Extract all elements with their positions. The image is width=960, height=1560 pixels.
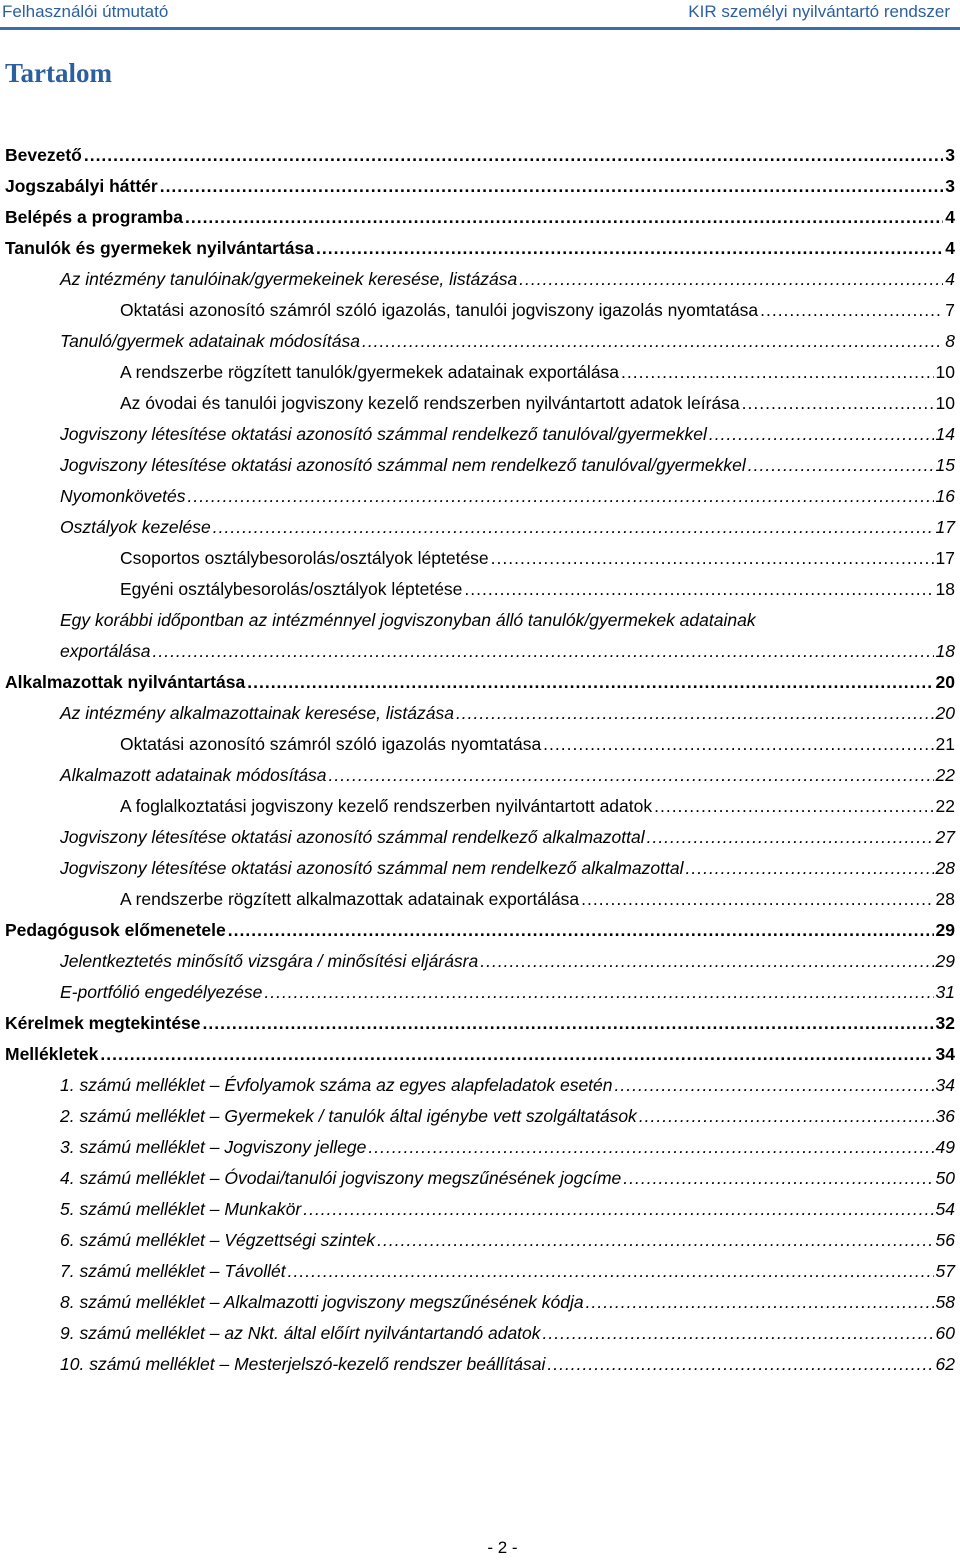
toc-entry-title: Tanulók és gyermekek nyilvántartása [5, 238, 314, 258]
toc-dot-leader [647, 822, 934, 853]
toc-entry-title: 7. számú melléklet – Távollét [60, 1261, 286, 1281]
toc-entry-page: 36 [935, 1106, 955, 1126]
toc-entry[interactable] [0, 1008, 955, 1039]
header-system-name: KIR személyi nyilvántartó rendszer [688, 2, 950, 21]
toc-entry-title: Az óvodai és tanulói jogviszony kezelő rendszerben nyilvántartott adatok leírása [120, 393, 740, 413]
toc-entry-title: Jogviszony létesítése oktatási azonosító számmal nem rendelkező tanulóval/gyermekkel [60, 455, 746, 475]
toc-entry-title: Alkalmazott adatainak módosítása [60, 765, 327, 785]
toc-dot-leader [709, 419, 934, 450]
toc-entry-page: 56 [935, 1230, 955, 1250]
toc-entry-title: Bevezető [5, 145, 82, 165]
toc-entry[interactable] [0, 636, 955, 667]
toc-entry-page: 17 [935, 548, 955, 568]
toc-dot-leader [100, 1039, 933, 1070]
toc-entry[interactable] [0, 512, 955, 543]
toc-entry-title: Jogviszony létesítése oktatási azonosító számmal nem rendelkező alkalmazottal [60, 858, 684, 878]
toc-entry-title: Egyéni osztálybesorolás/osztályok léptetése [120, 579, 463, 599]
toc-entry-page: 54 [935, 1199, 955, 1219]
toc-dot-leader [303, 1194, 933, 1225]
toc-dot-leader [581, 884, 933, 915]
toc-dot-leader [480, 946, 933, 977]
toc-entry-title: 8. számú melléklet – Alkalmazotti jogviszony megszűnésének kódja [60, 1292, 584, 1312]
toc-entry-page: 15 [935, 455, 955, 475]
page-number: - 2 - [487, 1538, 518, 1557]
toc-entry[interactable] [0, 946, 955, 977]
toc-entry-page: 34 [935, 1075, 955, 1095]
toc-dot-leader [654, 791, 933, 822]
toc-entry[interactable] [0, 357, 955, 388]
toc-dot-leader [686, 853, 934, 884]
toc-entry[interactable] [0, 791, 955, 822]
toc-entry-page: 50 [935, 1168, 955, 1188]
toc-dot-leader [228, 915, 934, 946]
toc-entry-page: 57 [935, 1261, 955, 1281]
toc-entry[interactable] [0, 1194, 955, 1225]
toc-entry[interactable] [0, 233, 955, 264]
toc-entry[interactable] [0, 977, 955, 1008]
toc-dot-leader [247, 667, 933, 698]
toc-entry-page: 8 [945, 331, 955, 351]
toc-entry-page: 4 [945, 269, 955, 289]
toc-entry-title: Alkalmazottak nyilvántartása [5, 672, 246, 692]
toc-entry[interactable] [0, 419, 955, 450]
toc-entry-page: 20 [935, 672, 955, 692]
toc-entry-title: Mellékletek [5, 1044, 99, 1064]
toc-entry-page: 7 [945, 300, 955, 320]
header-document-title: Felhasználói útmutató [2, 2, 169, 21]
toc-dot-leader [748, 450, 934, 481]
toc-entry-page: 21 [935, 734, 955, 754]
toc-entry-page: 28 [935, 858, 955, 878]
toc-dot-leader [615, 1070, 934, 1101]
toc-entry[interactable] [0, 264, 955, 295]
table-of-contents [0, 140, 955, 1380]
toc-entry[interactable] [0, 729, 955, 760]
toc-entry-text-line[interactable]: Egy korábbi időpontban az intézménnyel jogviszonyban álló tanulók/gyermekek adatainak [60, 610, 756, 630]
toc-entry-title: Jogviszony létesítése oktatási azonosító számmal rendelkező tanulóval/gyermekkel [60, 424, 707, 444]
toc-dot-leader [547, 1349, 933, 1380]
toc-title: Tartalom [5, 58, 112, 88]
toc-entry[interactable] [0, 171, 955, 202]
toc-dot-leader [621, 357, 933, 388]
toc-entry[interactable] [0, 1225, 955, 1256]
toc-entry-page: 3 [945, 176, 955, 196]
toc-entry-page: 10 [935, 393, 955, 413]
toc-dot-leader [288, 1256, 934, 1287]
toc-dot-leader [160, 171, 944, 202]
toc-entry-title: Az intézmény alkalmazottainak keresése, listázása [60, 703, 454, 723]
toc-dot-leader [456, 698, 934, 729]
toc-dot-leader [264, 977, 933, 1008]
toc-entry-page: 4 [945, 238, 955, 258]
toc-entry[interactable] [0, 1101, 955, 1132]
toc-entry-title: Jogszabályi háttér [5, 176, 158, 196]
page-header [0, 0, 960, 28]
toc-entry-title: 2. számú melléklet – Gyermekek / tanulók által igénybe vett szolgáltatások [60, 1106, 637, 1126]
toc-entry-title: 10. számú melléklet – Mesterjelszó-kezelő rendszer beállításai [60, 1354, 546, 1374]
toc-entry-title: A rendszerbe rögzített tanulók/gyermekek adatainak exportálása [120, 362, 620, 382]
toc-entry-title: 4. számú melléklet – Óvodai/tanulói jogviszony megszűnésének jogcíme [60, 1168, 622, 1188]
toc-dot-leader [203, 1008, 934, 1039]
toc-entry[interactable] [0, 1318, 955, 1349]
toc-entry-title: E-portfólió engedélyezése [60, 982, 263, 1002]
toc-dot-leader [377, 1225, 933, 1256]
toc-dot-leader [316, 233, 943, 264]
toc-entry-title: exportálása [60, 641, 151, 661]
toc-entry[interactable] [0, 698, 955, 729]
toc-entry[interactable] [0, 140, 955, 171]
toc-entry-title: Csoportos osztálybesorolás/osztályok léptetése [120, 548, 489, 568]
toc-entry-page: 4 [945, 207, 955, 227]
toc-entry-title: Jelentkeztetés minősítő vizsgára / minősítési eljárásra [60, 951, 479, 971]
toc-entry[interactable] [0, 1039, 955, 1070]
toc-entry-title: Belépés a programba [5, 207, 183, 227]
toc-dot-leader [213, 512, 934, 543]
toc-entry-page: 58 [935, 1292, 955, 1312]
toc-entry[interactable] [0, 326, 955, 357]
toc-entry-page: 60 [935, 1323, 955, 1343]
toc-entry[interactable] [0, 1070, 955, 1101]
toc-entry[interactable] [0, 1349, 955, 1380]
toc-entry-title: 9. számú melléklet – az Nkt. által előírt nyilvántartandó adatok [60, 1323, 541, 1343]
toc-entry-page: 22 [935, 796, 955, 816]
toc-entry-title: Nyomonkövetés [60, 486, 186, 506]
toc-entry[interactable] [0, 543, 955, 574]
toc-entry-page: 16 [935, 486, 955, 506]
toc-entry[interactable] [0, 822, 955, 853]
toc-dot-leader [368, 1132, 933, 1163]
toc-dot-leader [519, 264, 943, 295]
toc-dot-leader [187, 481, 933, 512]
toc-entry-page: 29 [935, 920, 955, 940]
toc-entry[interactable] [0, 853, 955, 884]
toc-entry[interactable] [0, 1132, 955, 1163]
toc-entry[interactable] [0, 481, 955, 512]
toc-dot-leader [639, 1101, 934, 1132]
toc-dot-leader [329, 760, 934, 791]
toc-entry[interactable] [0, 295, 955, 326]
toc-dot-leader [543, 1318, 934, 1349]
toc-entry-title: A rendszerbe rögzített alkalmazottak adatainak exportálása [120, 889, 580, 909]
toc-entry-page: 29 [935, 951, 955, 971]
toc-entry-page: 62 [935, 1354, 955, 1374]
toc-entry[interactable] [0, 202, 955, 233]
toc-dot-leader [543, 729, 933, 760]
toc-entry-page: 14 [935, 424, 955, 444]
toc-entry[interactable] [0, 760, 955, 791]
toc-entry-page: 28 [935, 889, 955, 909]
toc-entry[interactable] [0, 667, 955, 698]
toc-entry-title: 1. számú melléklet – Évfolyamok száma az egyes alapfeladatok esetén [60, 1075, 613, 1095]
toc-entry-title: Kérelmek megtekintése [5, 1013, 201, 1033]
toc-dot-leader [185, 202, 943, 233]
toc-entry[interactable] [0, 388, 955, 419]
toc-entry-page: 22 [935, 765, 955, 785]
toc-entry-title: 6. számú melléklet – Végzettségi szintek [60, 1230, 376, 1250]
toc-entry[interactable] [0, 574, 955, 605]
toc-entry-page: 3 [945, 145, 955, 165]
toc-dot-leader [362, 326, 943, 357]
toc-entry[interactable] [0, 450, 955, 481]
toc-entry[interactable] [0, 915, 955, 946]
header-divider [0, 27, 960, 30]
toc-entry[interactable] [0, 884, 955, 915]
toc-entry-title: Pedagógusok előmenetele [5, 920, 226, 940]
toc-entry-title: Jogviszony létesítése oktatási azonosító számmal rendelkező alkalmazottal [60, 827, 645, 847]
toc-entry[interactable] [0, 1163, 955, 1194]
toc-entry-page: 32 [935, 1013, 955, 1033]
toc-dot-leader [152, 636, 933, 667]
toc-entry-page: 10 [935, 362, 955, 382]
toc-entry-title: Osztályok kezelése [60, 517, 211, 537]
toc-entry-title: Az intézmény tanulóinak/gyermekeinek keresése, listázása [60, 269, 518, 289]
toc-entry-page: 27 [935, 827, 955, 847]
toc-entry-title: 5. számú melléklet – Munkakör [60, 1199, 302, 1219]
toc-entry-page: 18 [935, 641, 955, 661]
toc-entry-title: 3. számú melléklet – Jogviszony jellege [60, 1137, 367, 1157]
toc-entry-page: 34 [935, 1044, 955, 1064]
toc-dot-leader [464, 574, 933, 605]
toc-entry-title: A foglalkoztatási jogviszony kezelő rendszerben nyilvántartott adatok [120, 796, 653, 816]
toc-entry-title: Oktatási azonosító számról szóló igazolás, tanulói jogviszony igazolás nyomtatása [120, 300, 759, 320]
toc-dot-leader [623, 1163, 933, 1194]
toc-entry-title: Tanuló/gyermek adatainak módosítása [60, 331, 360, 351]
toc-entry-page: 49 [935, 1137, 955, 1157]
toc-dot-leader [84, 140, 943, 171]
toc-dot-leader [586, 1287, 934, 1318]
toc-dot-leader [742, 388, 934, 419]
toc-entry[interactable] [0, 1256, 955, 1287]
toc-dot-leader [491, 543, 934, 574]
toc-entry-page: 31 [935, 982, 955, 1002]
toc-entry[interactable] [0, 1287, 955, 1318]
toc-entry-page: 17 [935, 517, 955, 537]
toc-entry-page: 20 [935, 703, 955, 723]
toc-dot-leader [760, 295, 943, 326]
toc-entry-title: Oktatási azonosító számról szóló igazolás nyomtatása [120, 734, 542, 754]
toc-entry-page: 18 [935, 579, 955, 599]
